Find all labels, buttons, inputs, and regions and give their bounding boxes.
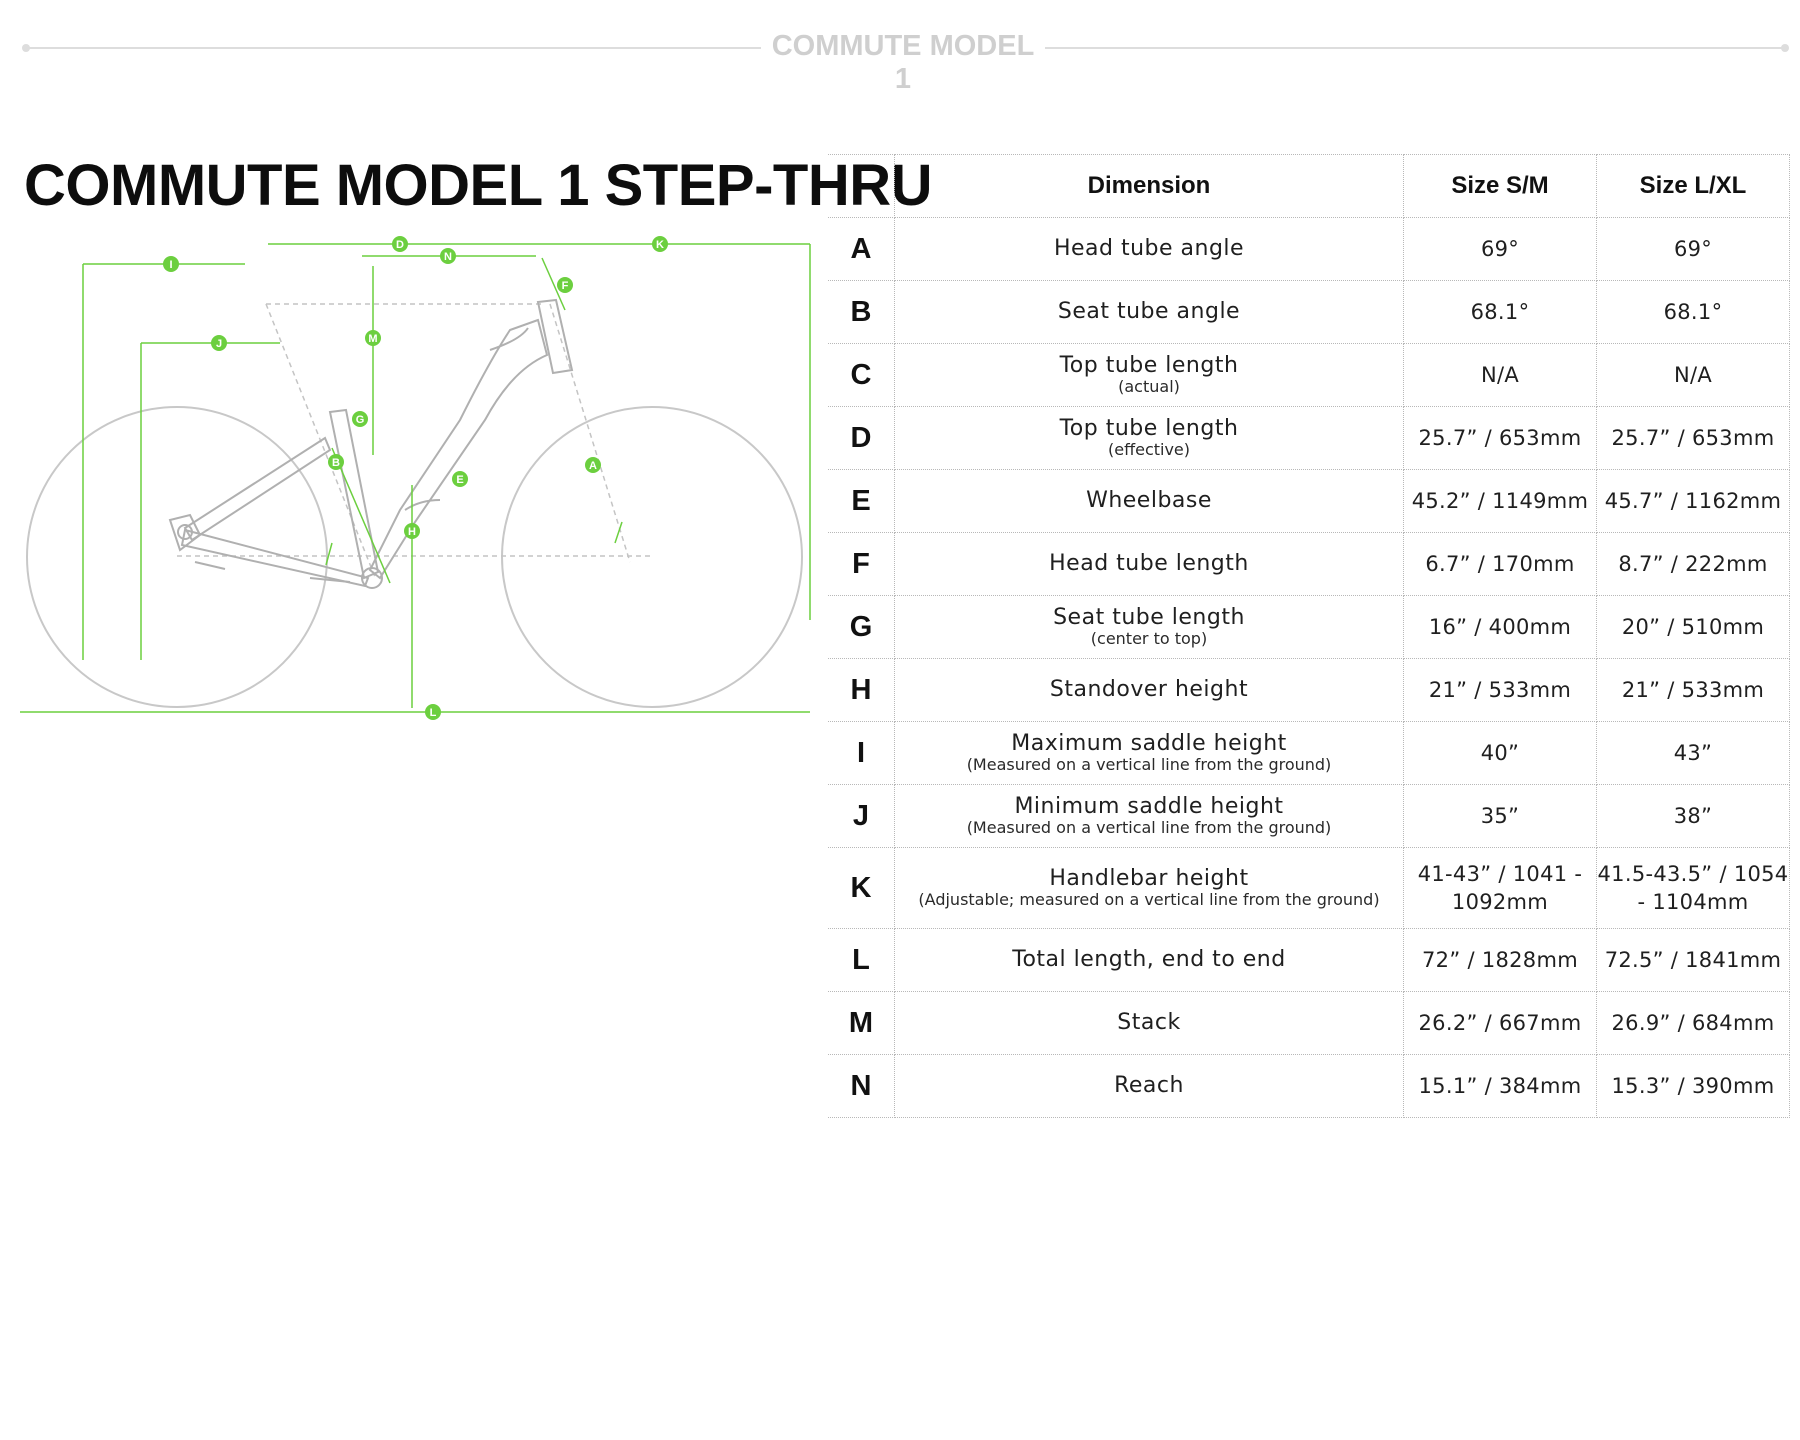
table-row [828,344,1790,407]
value-size-sm: 35” [1404,785,1597,848]
value-size-lxl: 26.9” / 684mm [1597,992,1790,1055]
table-row [828,533,1790,596]
row-dimension [895,596,1404,659]
value-size-sm: 72” / 1828mm [1404,929,1597,992]
value-size-sm: 45.2” / 1149mm [1404,470,1597,533]
dimension-note: (Adjustable; measured on a vertical line from the ground) [918,890,1380,909]
row-dimension [895,470,1404,533]
value-size-sm: 68.1° [1404,281,1597,344]
row-letter: D [828,407,895,470]
badge-D [392,236,408,252]
dimension-name: Minimum saddle height [1014,794,1284,819]
svg-text:F: F [561,280,569,292]
dimension-name: Top tube length [1059,353,1239,378]
svg-text:G: G [355,414,365,426]
svg-text:N: N [444,251,452,263]
row-dimension [895,218,1404,281]
table-row [828,785,1790,848]
value-size-lxl: 41.5-43.5” / 1054 - 1104mm [1597,848,1790,929]
value-size-lxl: 72.5” / 1841mm [1597,929,1790,992]
table-row [828,848,1790,929]
svg-text:J: J [215,338,223,350]
row-dimension [895,659,1404,722]
header-title: COMMUTE MODEL 1 [771,30,1035,95]
dimension-note: (Measured on a vertical line from the ground) [966,818,1332,837]
row-letter: A [828,218,895,281]
value-size-sm: 40” [1404,722,1597,785]
value-size-lxl: 69° [1597,218,1790,281]
dimension-name: Reach [1114,1073,1184,1098]
value-size-sm: 41-43” / 1041 - 1092mm [1404,848,1597,929]
dimension-name: Top tube length [1059,416,1239,441]
table-row [828,218,1790,281]
badge-J [211,335,227,351]
badge-N [440,248,456,264]
badge-F [557,277,573,293]
header-rule-left [26,47,761,49]
row-letter: J [828,785,895,848]
row-letter: M [828,992,895,1055]
badge-A [585,457,601,473]
row-dimension [895,992,1404,1055]
dimension-note: (effective) [1107,440,1191,459]
row-dimension [895,281,1404,344]
svg-text:B: B [332,457,340,469]
table-row [828,929,1790,992]
badge-E [452,471,468,487]
svg-text:M: M [368,333,378,345]
badge-H [404,523,420,539]
value-size-lxl: 68.1° [1597,281,1790,344]
svg-text:A: A [589,460,597,472]
dimension-note: (Measured on a vertical line from the ground) [966,755,1332,774]
badge-I [163,256,179,272]
header-letter-cell [828,155,895,218]
row-letter: I [828,722,895,785]
row-dimension [895,533,1404,596]
row-letter: K [828,848,895,929]
dimension-note: (center to top) [1090,629,1208,648]
dimension-name: Head tube angle [1053,236,1245,261]
badge-M [365,330,381,346]
value-size-lxl: 20” / 510mm [1597,596,1790,659]
row-dimension [895,848,1404,929]
front-wheel [502,407,802,707]
table-row [828,722,1790,785]
dimension-name: Total length, end to end [1012,947,1286,972]
svg-text:H: H [408,526,416,538]
row-letter: F [828,533,895,596]
dimension-name: Stack [1117,1010,1181,1035]
value-size-lxl: 15.3” / 390mm [1597,1055,1790,1118]
dimension-name: Wheelbase [1086,488,1212,513]
header-size-lxl: Size L/XL [1597,155,1790,218]
dimension-note: (actual) [1118,377,1180,396]
badge-L [425,704,441,720]
row-dimension [895,344,1404,407]
row-letter: L [828,929,895,992]
badge-B [328,454,344,470]
table-row [828,407,1790,470]
value-size-lxl: 43” [1597,722,1790,785]
value-size-sm: 21” / 533mm [1404,659,1597,722]
value-size-sm: 69° [1404,218,1597,281]
svg-text:L: L [429,707,437,719]
dimension-name: Seat tube length [1053,605,1245,630]
value-size-lxl: 8.7” / 222mm [1597,533,1790,596]
header-dimension: Dimension [895,155,1404,218]
row-dimension [895,722,1404,785]
value-size-lxl: 45.7” / 1162mm [1597,470,1790,533]
table-row [828,470,1790,533]
value-size-sm: N/A [1404,344,1597,407]
row-letter: B [828,281,895,344]
value-size-lxl: 25.7” / 653mm [1597,407,1790,470]
table-row [828,596,1790,659]
badge-G [352,411,368,427]
svg-text:K: K [656,239,664,251]
table-header-row [828,155,1790,218]
row-letter: C [828,344,895,407]
value-size-lxl: 21” / 533mm [1597,659,1790,722]
dimension-name: Head tube length [1049,551,1249,576]
page-title: COMMUTE MODEL 1 STEP-THRU [24,153,932,218]
header-size-sm: Size S/M [1404,155,1597,218]
value-size-sm: 6.7” / 170mm [1404,533,1597,596]
row-letter: H [828,659,895,722]
value-size-sm: 16” / 400mm [1404,596,1597,659]
table-row [828,659,1790,722]
row-letter: N [828,1055,895,1118]
dimension-name: Handlebar height [1049,866,1249,891]
table-row [828,992,1790,1055]
dimension-name: Seat tube angle [1057,299,1241,324]
header-rule-right [1045,47,1785,49]
dimension-name: Maximum saddle height [1011,731,1287,756]
dimension-lines [20,244,810,712]
row-dimension [895,407,1404,470]
value-size-lxl: 38” [1597,785,1790,848]
header-rule-dot-right [1781,44,1789,52]
dimension-badges [163,236,668,720]
badge-K [652,236,668,252]
table-row [828,1055,1790,1118]
rear-wheel [27,407,327,707]
svg-text:D: D [396,239,404,251]
row-dimension [895,1055,1404,1118]
bike-geometry-diagram [20,239,810,730]
row-letter: E [828,470,895,533]
table-row [828,281,1790,344]
value-size-sm: 15.1” / 384mm [1404,1055,1597,1118]
svg-text:I: I [169,259,173,271]
value-size-sm: 26.2” / 667mm [1404,992,1597,1055]
dimension-name: Standover height [1049,677,1249,702]
row-dimension [895,785,1404,848]
value-size-lxl: N/A [1597,344,1790,407]
row-letter: G [828,596,895,659]
svg-text:E: E [456,474,464,486]
geometry-table [828,154,1790,1118]
row-dimension [895,929,1404,992]
value-size-sm: 25.7” / 653mm [1404,407,1597,470]
